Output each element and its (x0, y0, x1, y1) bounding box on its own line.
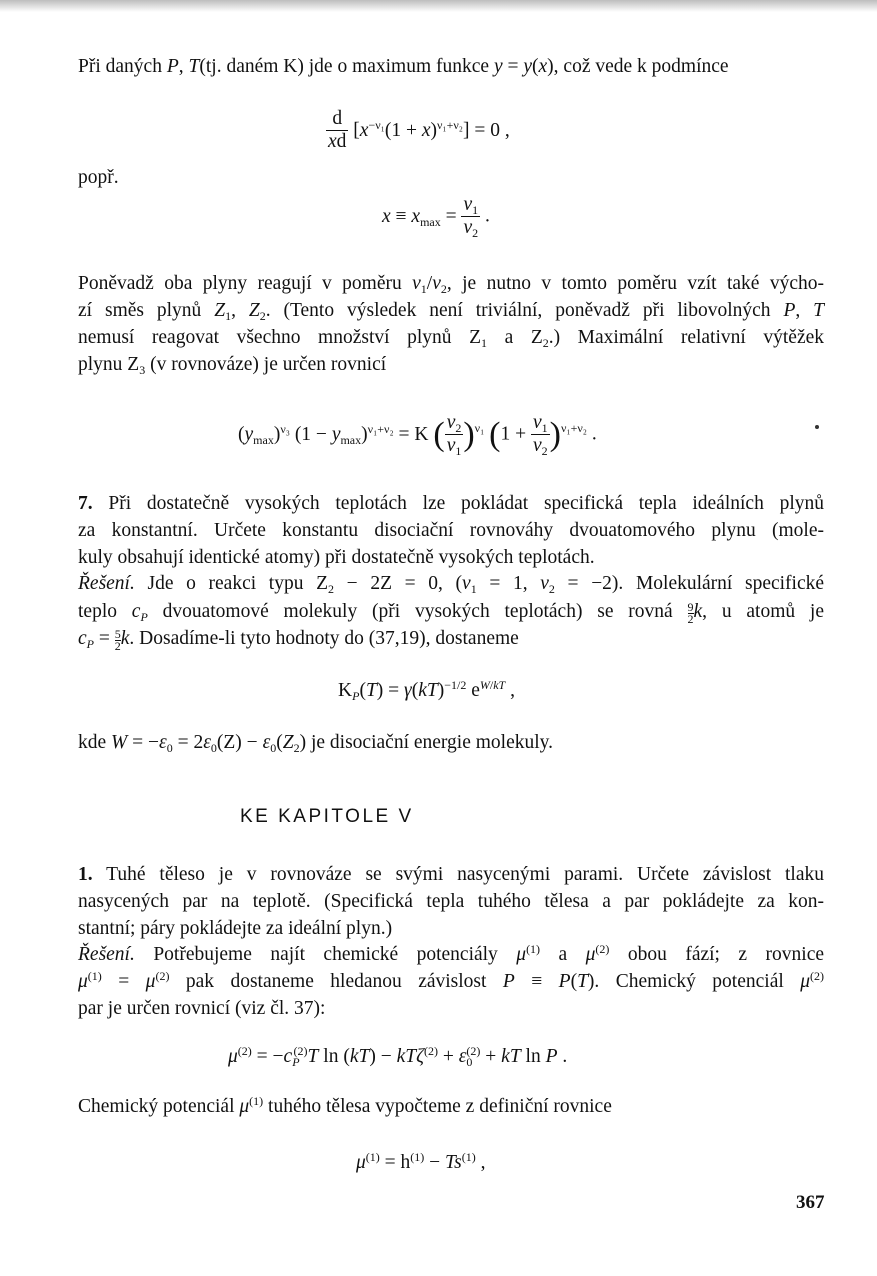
chapter-heading: KE KAPITOLE V (240, 806, 414, 827)
equation-4: $K_P(T) = \gamma(kT)^{-1/2}$ $e^{W/kT}$ , (338, 678, 515, 703)
para2-line3: nemusí reagovat všechno množství plynů $Z_1$ a $Z_2$.) Maximální relativní výtěžek (78, 327, 825, 350)
equation-6: $\mu^{(1)} = h^{(1)} - Ts^{(1)}$ , (356, 1150, 486, 1173)
problem1-line5: $\mu^{(1)} = \mu^{(2)}$ pak dostaneme hledanou závislost P ≡ P(T). Chemický potenciál $\mu^{(2)}$ (78, 969, 824, 992)
scan-edge-shadow (0, 0, 877, 12)
para2-line4: plynu $Z_3$ (v rovnováze) je určen rovnicí (78, 354, 387, 377)
problem1-line6: par je určen rovnicí (viz čl. 37): (78, 998, 326, 1019)
problem7-line6: $c_P$ = $\frac{5}{2}$ k. Dosadíme-li tyto hodnoty do (37,19), dostaneme (78, 627, 519, 653)
para2-line1: Poněvadž oba plyny reagují v poměru $\nu_1/\nu_2$, je nutno v tomto poměru vzít také výcho- (78, 273, 824, 296)
problem7-line3: kuly obsahují identické atomy) při dostatečně vysokých teplotách. (78, 547, 595, 568)
scan-speck (815, 425, 819, 429)
page-number: 367 (796, 1192, 825, 1213)
para2-line2: zí směs plynů $Z_1$, $Z_2$. (Tento výsledek není triviální, poněvadž při libovolných P, T (78, 300, 825, 323)
popr-label: popř. (78, 167, 119, 188)
equation-5: $\mu^{(2)} = -c_P^{(2)}T$ $\ln (kT) - kT\zeta^{(2)} + \varepsilon_0^{(2)}$ + kT ln P . (228, 1044, 568, 1069)
equation-2: $x \equiv x_{max}$ = $\frac{\nu_1}{\nu_2}$ . (382, 194, 490, 240)
problem7-line4: Řešení. Jde o reakci typu $Z_2 - 2Z = 0$, ($\nu_1 = 1$, $\nu_2 = -2$). Molekulární specifické (78, 573, 825, 596)
kde-line: kde $W = -\varepsilon_0 = 2\varepsilon_0(Z) - \varepsilon_0(Z_2)$ je disociační energie molekuly. (78, 732, 554, 755)
problem7-line5: teplo $c_P$ dvouatomové molekuly (při vysokých teplotách) se rovná $\frac{9}{2}$ k, u atomů je (78, 600, 824, 626)
problem1-line2: nasycených par na teplotě. (Specifická tepla tuhého tělesa a par pokládejte za kon- (78, 891, 824, 912)
equation-3: $(y_{max})^{\nu_3}$ $(1 - y_{max})^{\nu_1+\nu_2} = K$ ( $\frac{\nu_2}{\nu_1}$ )$^{\nu_1}$ (1 + $\frac{\nu_1}{\nu_2}$ )$^{\nu_1+\nu_2}$ . (238, 412, 597, 458)
problem1-line4: Řešení. Potřebujeme najít chemické potenciály $\mu^{(1)}$ a $\mu^{(2)}$ obou fází; z rovnice (78, 942, 824, 965)
para1-line1: Při daných P, T(tj. daném K) jde o maximum funkce y = y(x), což vede k podmínce (78, 56, 729, 77)
problem7-line1: 7. Při dostatečně vysokých teplotách lze pokládat specifická tepla ideálních plynů (78, 493, 824, 514)
equation-1: $\frac{d}{xd}$ $[x^{-\nu_1}(1 + x)^{\nu_1+\nu_2}] = 0$ , (328, 108, 510, 152)
mu1-line: Chemický potenciál $\mu^{(1)}$ tuhého tělesa vypočteme z definiční rovnice (78, 1094, 612, 1117)
problem1-line1: 1. Tuhé těleso je v rovnováze se svými nasycenými parami. Určete závislost tlaku (78, 864, 824, 885)
problem1-line3: stantní; páry pokládejte za ideální plyn.) (78, 918, 393, 939)
problem7-line2: za konstantní. Určete konstantu disociační rovnováhy dvouatomového plynu (mole- (78, 520, 824, 541)
